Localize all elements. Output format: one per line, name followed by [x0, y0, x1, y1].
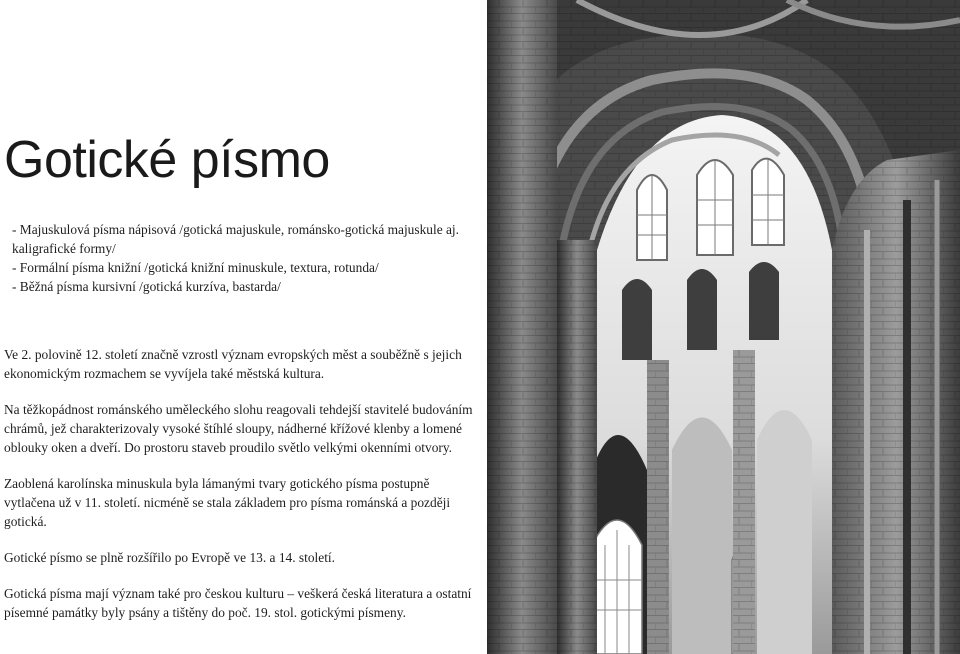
paragraph: Gotické písmo se plně rozšířilo po Evropě ve 13. a 14. století. [4, 550, 335, 565]
script-types-list [12, 220, 462, 296]
paragraph: Ve 2. polovině 12. století značně vzrostl význam evropských měst a souběžně s jejich ekonomickým rozmachem se vyvíjela také městská kultura. [4, 347, 462, 381]
list-item: - Majuskulová písma nápisová /gotická majuskule, románsko-gotická majuskule aj. kaligrafické formy/ [12, 222, 460, 256]
cathedral-photo [487, 0, 960, 654]
paragraph: Na těžkopádnost románského uměleckého slohu reagovali tehdejší stavitelé budováním chrámů, jež charakterizovaly vysoké štíhlé sloupy, nádherné křížové klenby a lomené oblouky oken a dveří. Do prostoru staveb proudilo světlo velkými okenními otvory. [4, 402, 473, 455]
paragraph: Gotická písma mají význam také pro českou kulturu – veškerá česká literatura a ostatní písemné památky byly psány a tištěny do poč. 19. stol. gotickými písmeny. [4, 586, 472, 620]
list-item: - Formální písma knižní /gotická knižní minuskule, textura, rotunda/ [12, 260, 379, 275]
body-text [4, 345, 474, 639]
list-item: - Běžná písma kursivní /gotická kurzíva, bastarda/ [12, 279, 281, 294]
cathedral-image [487, 0, 960, 654]
slide-title: Gotické písmo [4, 131, 330, 189]
paragraph: Zaoblená karolínska minuskula byla lámanými tvary gotického písma postupně vytlačena už v 11. století. nicméně se stala základem pro písma románská a později gotická. [4, 476, 451, 529]
